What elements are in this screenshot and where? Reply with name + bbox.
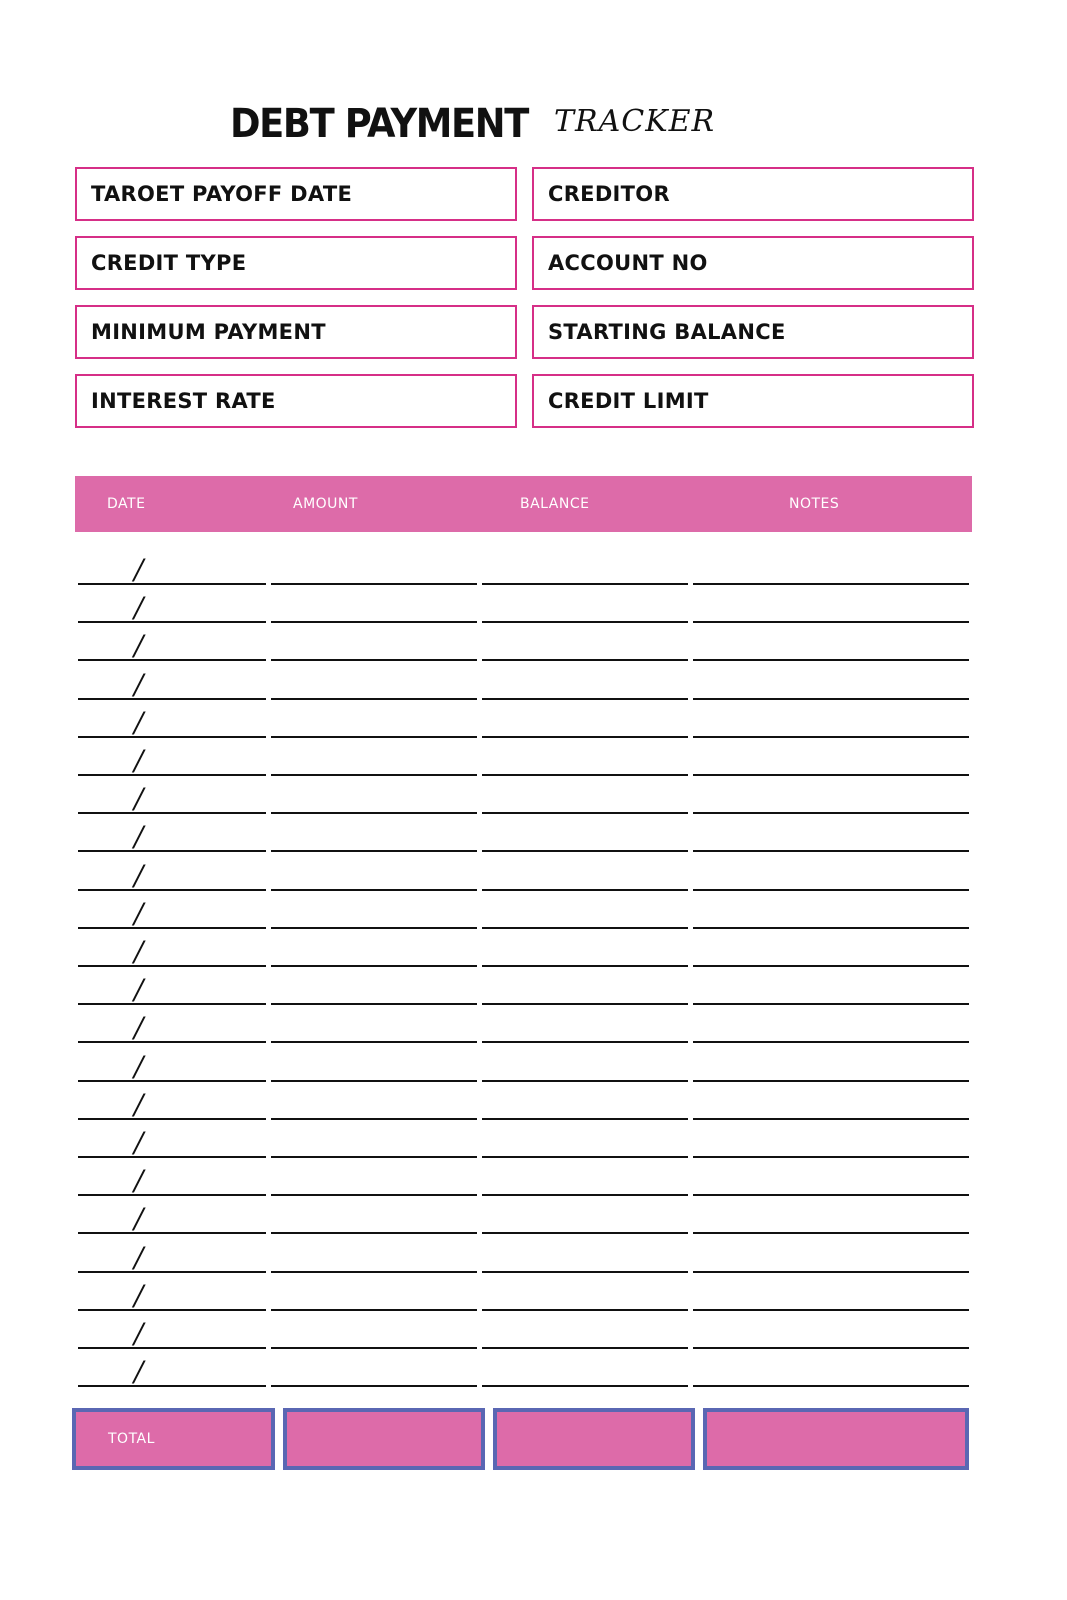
credit-limit-label: CREDIT LIMIT — [548, 389, 709, 413]
date-separator: / — [134, 668, 144, 701]
total-balance-box[interactable] — [493, 1408, 695, 1470]
amount-line — [271, 850, 477, 852]
date-separator: / — [134, 1050, 144, 1083]
notes-line — [693, 774, 969, 776]
balance-line — [482, 659, 688, 661]
starting-balance-label: STARTING BALANCE — [548, 320, 786, 344]
notes-line — [693, 1156, 969, 1158]
balance-line — [482, 1080, 688, 1082]
page-title-script: TRACKER — [554, 104, 716, 139]
amount-line — [271, 1156, 477, 1158]
total-label: TOTAL — [108, 1431, 155, 1447]
header-date: DATE — [107, 496, 146, 512]
date-line — [78, 1271, 266, 1273]
balance-line — [482, 621, 688, 623]
notes-line — [693, 850, 969, 852]
date-line — [78, 774, 266, 776]
notes-line — [693, 812, 969, 814]
notes-line — [693, 889, 969, 891]
notes-line — [693, 1385, 969, 1387]
date-separator: / — [134, 1011, 144, 1044]
total-label-box — [72, 1408, 275, 1470]
credit-type-label: CREDIT TYPE — [91, 251, 247, 275]
balance-line — [482, 1003, 688, 1005]
total-amount-box[interactable] — [283, 1408, 485, 1470]
balance-line — [482, 736, 688, 738]
date-separator: / — [134, 553, 144, 586]
date-separator: / — [134, 1202, 144, 1235]
notes-line — [693, 1232, 969, 1234]
date-line — [78, 583, 266, 585]
balance-line — [482, 1385, 688, 1387]
date-line — [78, 1385, 266, 1387]
date-separator: / — [134, 1088, 144, 1121]
amount-line — [271, 1118, 477, 1120]
date-separator: / — [134, 935, 144, 968]
amount-line — [271, 889, 477, 891]
balance-line — [482, 1347, 688, 1349]
amount-line — [271, 927, 477, 929]
date-line — [78, 965, 266, 967]
amount-line — [271, 736, 477, 738]
creditor-label: CREDITOR — [548, 182, 670, 206]
amount-line — [271, 1003, 477, 1005]
date-line — [78, 1080, 266, 1082]
date-line — [78, 621, 266, 623]
date-separator: / — [134, 973, 144, 1006]
notes-line — [693, 1271, 969, 1273]
total-notes-box[interactable] — [703, 1408, 969, 1470]
date-line — [78, 812, 266, 814]
date-line — [78, 1003, 266, 1005]
balance-line — [482, 812, 688, 814]
amount-line — [271, 583, 477, 585]
date-line — [78, 850, 266, 852]
date-separator: / — [134, 1164, 144, 1197]
header-balance: BALANCE — [520, 496, 590, 512]
amount-line — [271, 1347, 477, 1349]
date-separator: / — [134, 1355, 144, 1388]
amount-line — [271, 1271, 477, 1273]
date-separator: / — [134, 1317, 144, 1350]
date-line — [78, 736, 266, 738]
amount-line — [271, 965, 477, 967]
notes-line — [693, 698, 969, 700]
amount-line — [271, 1041, 477, 1043]
amount-line — [271, 698, 477, 700]
balance-line — [482, 965, 688, 967]
balance-line — [482, 927, 688, 929]
date-line — [78, 1156, 266, 1158]
date-separator: / — [134, 897, 144, 930]
header-amount: AMOUNT — [293, 496, 358, 512]
amount-line — [271, 1194, 477, 1196]
balance-line — [482, 1309, 688, 1311]
amount-line — [271, 1309, 477, 1311]
date-separator: / — [134, 744, 144, 777]
balance-line — [482, 1156, 688, 1158]
date-separator: / — [134, 706, 144, 739]
date-separator: / — [134, 1279, 144, 1312]
notes-line — [693, 583, 969, 585]
date-line — [78, 1194, 266, 1196]
balance-line — [482, 889, 688, 891]
date-line — [78, 1347, 266, 1349]
balance-line — [482, 850, 688, 852]
date-separator: / — [134, 820, 144, 853]
date-line — [78, 659, 266, 661]
notes-line — [693, 927, 969, 929]
notes-line — [693, 1080, 969, 1082]
notes-line — [693, 659, 969, 661]
date-line — [78, 889, 266, 891]
balance-line — [482, 1271, 688, 1273]
notes-line — [693, 1118, 969, 1120]
balance-line — [482, 774, 688, 776]
balance-line — [482, 698, 688, 700]
date-separator: / — [134, 782, 144, 815]
header-notes: NOTES — [789, 496, 840, 512]
notes-line — [693, 1041, 969, 1043]
date-line — [78, 927, 266, 929]
notes-line — [693, 736, 969, 738]
amount-line — [271, 774, 477, 776]
amount-line — [271, 1385, 477, 1387]
date-line — [78, 698, 266, 700]
date-separator: / — [134, 859, 144, 892]
date-separator: / — [134, 1126, 144, 1159]
amount-line — [271, 812, 477, 814]
account-no-label: ACCOUNT NO — [548, 251, 708, 275]
notes-line — [693, 1347, 969, 1349]
balance-line — [482, 1194, 688, 1196]
date-separator: / — [134, 591, 144, 624]
date-line — [78, 1232, 266, 1234]
notes-line — [693, 1194, 969, 1196]
minimum-payment-label: MINIMUM PAYMENT — [91, 320, 326, 344]
amount-line — [271, 659, 477, 661]
balance-line — [482, 1232, 688, 1234]
date-line — [78, 1118, 266, 1120]
balance-line — [482, 1118, 688, 1120]
balance-line — [482, 1041, 688, 1043]
notes-line — [693, 1003, 969, 1005]
interest-rate-label: INTEREST RATE — [91, 389, 276, 413]
amount-line — [271, 1232, 477, 1234]
amount-line — [271, 1080, 477, 1082]
date-separator: / — [134, 1241, 144, 1274]
date-line — [78, 1309, 266, 1311]
notes-line — [693, 621, 969, 623]
date-line — [78, 1041, 266, 1043]
page-title: DEBT PAYMENT — [230, 101, 528, 147]
date-separator: / — [134, 629, 144, 662]
amount-line — [271, 621, 477, 623]
notes-line — [693, 1309, 969, 1311]
balance-line — [482, 583, 688, 585]
target-payoff-date-label: TAROET PAYOFF DATE — [91, 182, 353, 206]
notes-line — [693, 965, 969, 967]
